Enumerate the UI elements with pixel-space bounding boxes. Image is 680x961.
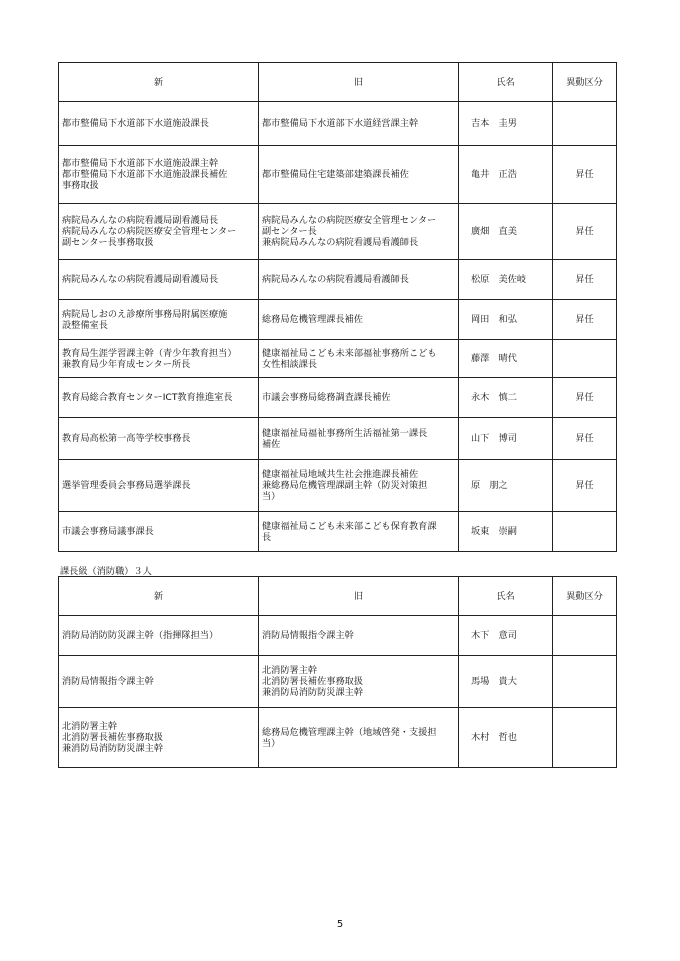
cell-text-line: 総務局危機管理課長補佐 <box>262 314 364 325</box>
name-cell <box>459 102 553 146</box>
cell-text-line: 北消防署主幹 <box>62 721 118 732</box>
header-old: 旧 <box>259 63 459 102</box>
new-position-cell <box>59 708 259 768</box>
cell-text-line: 選挙管理委員会事務局選挙課長 <box>62 480 191 491</box>
header-name: 氏名 <box>459 63 553 102</box>
person-name: 藤澤 晴代 <box>471 353 517 364</box>
name-cell <box>459 378 553 418</box>
name-cell <box>459 656 553 708</box>
transfer-type: 昇任 <box>575 169 594 180</box>
table-row <box>59 512 617 552</box>
cell-text-line: 健康福祉局福祉事務所生活福祉第一課長 <box>262 427 428 439</box>
name-cell <box>459 708 553 768</box>
header-old: 旧 <box>259 577 459 616</box>
person-name: 木村 哲也 <box>471 732 517 743</box>
cell-text-line: 事務取扱 <box>62 180 99 191</box>
new-position-cell <box>59 204 259 260</box>
table-row <box>59 616 617 656</box>
table-row <box>59 146 617 204</box>
table-row <box>59 418 617 460</box>
old-position-cell <box>259 102 459 146</box>
cell-text-line: 教育局高松第一高等学校事務長 <box>62 433 191 444</box>
kubun-cell <box>553 656 617 708</box>
cell-text-line: 教育局総合教育センターICT教育推進室長 <box>62 392 233 403</box>
person-name: 吉本 圭男 <box>471 118 517 129</box>
old-position-cell <box>259 656 459 708</box>
old-position-cell <box>259 204 459 260</box>
personnel-table-1 <box>58 62 617 552</box>
transfer-type: 昇任 <box>575 392 594 403</box>
cell-text-line: 消防局消防防災課主幹（指揮隊担当） <box>62 630 219 641</box>
cell-text-line: 病院局みんなの病院医療安全管理センター <box>262 215 437 226</box>
kubun-cell <box>553 616 617 656</box>
cell-text-line: 病院局みんなの病院看護局副看護局長 <box>62 274 219 285</box>
table-row <box>59 260 617 300</box>
cell-text-line: 副センター長 <box>262 226 317 237</box>
kubun-cell <box>553 204 617 260</box>
transfer-type: 昇任 <box>575 274 594 285</box>
cell-text-line: 兼総務局危機管理課副主幹（防災対策担 <box>262 480 428 491</box>
cell-text-line: 北消防署長補佐事務取扱 <box>62 732 164 743</box>
old-position-cell <box>259 340 459 378</box>
table-row <box>59 300 617 340</box>
table-row <box>59 204 617 260</box>
kubun-cell <box>553 418 617 460</box>
cell-text-line: 消防局情報指令課主幹 <box>62 676 154 687</box>
cell-text-line: 兼病院局みんなの病院看護局看護師長 <box>262 237 419 248</box>
person-name: 亀井 正浩 <box>471 169 517 180</box>
name-cell <box>459 460 553 512</box>
new-position-cell <box>59 146 259 204</box>
new-position-cell <box>59 512 259 552</box>
kubun-cell <box>553 708 617 768</box>
cell-text-line: 健康福祉局こども未来部こども保育教育課 <box>262 520 437 532</box>
table-row <box>59 378 617 418</box>
new-position-cell <box>59 616 259 656</box>
old-position-cell <box>259 146 459 204</box>
old-position-cell <box>259 418 459 460</box>
kubun-cell <box>553 512 617 552</box>
cell-text-line: 教育局生涯学習課主幹（青少年教育担当） <box>62 347 237 359</box>
header-kubun: 異動区分 <box>553 63 617 102</box>
cell-text-line: 都市整備局下水道部下水道経営課主幹 <box>262 118 419 129</box>
cell-text-line: 総務局危機管理課主幹（地域啓発・支援担 <box>262 726 437 738</box>
name-cell <box>459 260 553 300</box>
old-position-cell <box>259 260 459 300</box>
old-position-cell <box>259 460 459 512</box>
old-position-cell <box>259 512 459 552</box>
kubun-cell <box>553 340 617 378</box>
new-position-cell <box>59 460 259 512</box>
cell-text-line: 都市整備局下水道部下水道施設課長 <box>62 118 209 129</box>
person-name: 廣畑 直美 <box>471 226 517 237</box>
person-name: 馬場 貴大 <box>471 676 517 687</box>
new-position-cell <box>59 102 259 146</box>
table-row <box>59 460 617 512</box>
name-cell <box>459 146 553 204</box>
new-position-cell <box>59 656 259 708</box>
transfer-type: 昇任 <box>575 480 594 491</box>
new-position-cell <box>59 340 259 378</box>
new-position-cell <box>59 418 259 460</box>
old-position-cell <box>259 300 459 340</box>
transfer-type: 昇任 <box>575 226 594 237</box>
cell-text-line: 設整備室長 <box>62 319 108 331</box>
cell-text-line: 健康福祉局こども未来部福祉事務所こども <box>262 347 437 359</box>
old-position-cell <box>259 616 459 656</box>
cell-text-line: 病院局みんなの病院看護局副看護局長 <box>62 215 219 226</box>
header-name: 氏名 <box>459 577 553 616</box>
section-title-fire-dept: 課長級（消防職）３人 <box>60 566 152 577</box>
cell-text-line: 病院局みんなの病院看護局看護師長 <box>262 274 409 285</box>
table-row <box>59 708 617 768</box>
kubun-cell <box>553 260 617 300</box>
personnel-table-2 <box>58 576 617 768</box>
cell-text-line: 女性相談課長 <box>262 358 318 370</box>
cell-text-line: 兼消防局消防防災課主幹 <box>262 687 364 698</box>
name-cell <box>459 512 553 552</box>
table-header-row <box>59 577 617 616</box>
page-number: 5 <box>336 919 344 930</box>
table-row <box>59 102 617 146</box>
table-row <box>59 656 617 708</box>
header-new: 新 <box>59 63 259 102</box>
table-header-row <box>59 63 617 102</box>
new-position-cell <box>59 300 259 340</box>
cell-text-line: 市議会事務局総務調査課長補佐 <box>262 392 391 403</box>
cell-text-line: 北消防署主幹 <box>262 665 318 676</box>
kubun-cell <box>553 378 617 418</box>
person-name: 永木 慎二 <box>471 392 517 403</box>
header-kubun: 異動区分 <box>553 577 617 616</box>
cell-text-line: 都市整備局下水道部下水道施設課主幹 <box>62 158 219 169</box>
kubun-cell <box>553 300 617 340</box>
kubun-cell <box>553 102 617 146</box>
old-position-cell <box>259 378 459 418</box>
name-cell <box>459 340 553 378</box>
name-cell <box>459 300 553 340</box>
name-cell <box>459 204 553 260</box>
cell-text-line: 市議会事務局議事課長 <box>62 526 154 537</box>
old-position-cell <box>259 708 459 768</box>
cell-text-line: 補佐 <box>262 438 281 450</box>
cell-text-line: 消防局情報指令課主幹 <box>262 630 354 641</box>
new-position-cell <box>59 378 259 418</box>
person-name: 木下 意司 <box>471 630 517 641</box>
kubun-cell <box>553 146 617 204</box>
person-name: 原 朋之 <box>471 480 508 491</box>
cell-text-line: 北消防署長補佐事務取扱 <box>262 676 364 687</box>
cell-text-line: 健康福祉局地域共生社会推進課長補佐 <box>262 469 419 480</box>
transfer-type: 昇任 <box>575 314 594 325</box>
transfer-type: 昇任 <box>575 433 594 444</box>
cell-text-line: 都市整備局下水道部下水道施設課長補佐 <box>62 169 228 180</box>
cell-text-line: 長 <box>262 531 272 543</box>
cell-text-line: 病院局しおのえ診療所事務局附属医療施 <box>62 308 228 320</box>
name-cell <box>459 616 553 656</box>
person-name: 山下 博司 <box>471 433 517 444</box>
cell-text-line: 兼教育局少年育成センター所長 <box>62 358 191 370</box>
cell-text-line: 兼消防局消防防災課主幹 <box>62 743 164 754</box>
new-position-cell <box>59 260 259 300</box>
person-name: 松原 美佐岐 <box>471 274 527 285</box>
kubun-cell <box>553 460 617 512</box>
name-cell <box>459 418 553 460</box>
person-name: 坂東 崇嗣 <box>471 526 517 537</box>
person-name: 岡田 和弘 <box>471 314 517 325</box>
table-row <box>59 340 617 378</box>
cell-text-line: 都市整備局住宅建築部建築課長補佐 <box>262 169 409 180</box>
cell-text-line: 当） <box>262 737 281 749</box>
cell-text-line: 病院局みんなの病院医療安全管理センター <box>62 226 237 237</box>
header-new: 新 <box>59 577 259 616</box>
cell-text-line: 副センター長事務取扱 <box>62 237 154 248</box>
cell-text-line: 当） <box>262 491 281 502</box>
